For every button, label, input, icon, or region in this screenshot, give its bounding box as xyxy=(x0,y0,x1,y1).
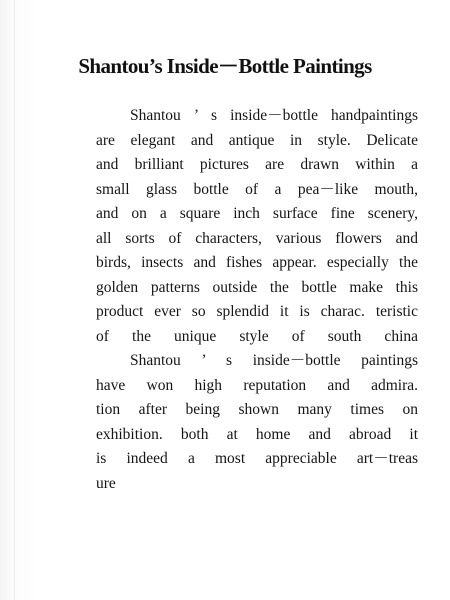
body-line: have won high reputation and admira. xyxy=(96,376,418,394)
body-line: is indeed a most appreciable art－treas xyxy=(96,450,418,467)
body-line: Shantou ’ s inside－bottle handpaintings xyxy=(130,107,418,124)
body-line: of the unique style of south china xyxy=(96,327,418,345)
document-body xyxy=(96,104,418,496)
body-line: golden patterns outside the bottle make this xyxy=(96,278,418,296)
body-line: exhibition. both at home and abroad it xyxy=(96,425,418,443)
document-title: Shantou’s Inside－Bottle Paintings xyxy=(78,54,372,78)
body-line: are elegant and antique in style. Delicate xyxy=(96,131,418,149)
body-line: and brilliant pictures are drawn within a xyxy=(96,156,418,173)
body-line: tion after being shown many times on xyxy=(96,401,418,418)
body-line: Shantou ’ s inside－bottle paintings xyxy=(130,352,418,369)
body-line: and on a square inch surface fine scenery, xyxy=(96,205,418,222)
body-line: birds, insects and fishes appear. especially the xyxy=(96,254,418,271)
body-line: all sorts of characters, various flowers and xyxy=(96,229,418,247)
body-line: product ever so splendid it is charac. teristic xyxy=(96,303,418,320)
body-line: small glass bottle of a pea－like mouth, xyxy=(96,180,418,198)
page-edge-shadow xyxy=(14,0,15,600)
body-line: ure xyxy=(96,474,116,492)
